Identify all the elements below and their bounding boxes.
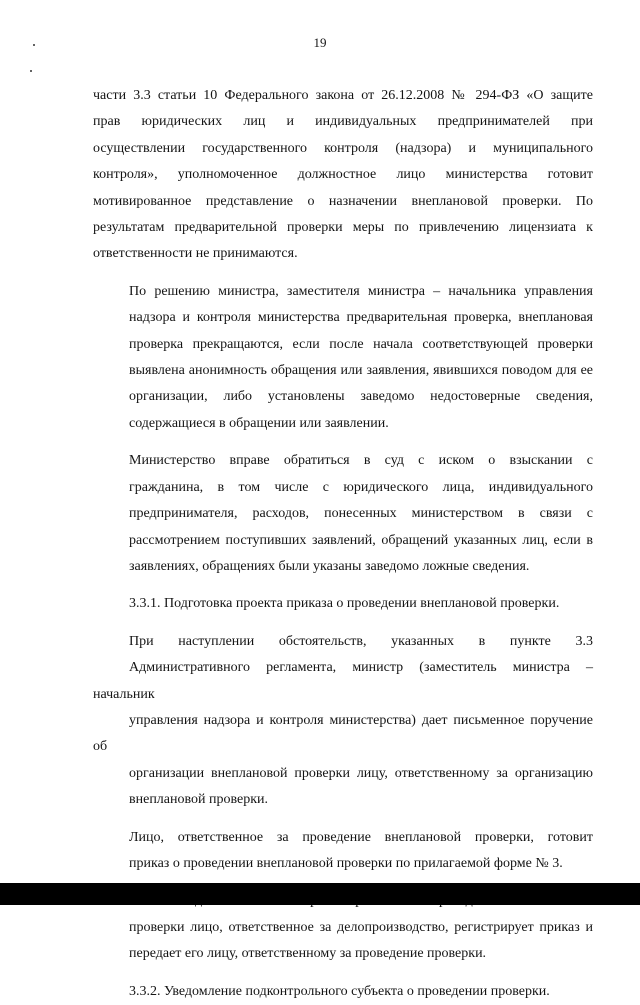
- text-line: рассмотрением поступивших заявлений, обращений указанных лиц, если в: [129, 532, 593, 548]
- text-line: выявлена анонимность обращения или заявления, явившихся поводом для ее: [129, 363, 593, 379]
- page-number: 19: [313, 35, 327, 50]
- paragraph: [93, 825, 593, 878]
- text-line: надзора и контроля министерства предварительная проверка, внеплановая: [129, 310, 593, 326]
- text-line: содержащиеся в обращении или заявлении.: [129, 415, 389, 431]
- text-line: мотивированное представление о назначении внеплановой проверки. По: [93, 193, 593, 209]
- paragraph: [93, 279, 593, 437]
- text-line: проверки лицо, ответственное за делопроизводство, регистрирует приказ и: [129, 919, 593, 935]
- document-body: [93, 83, 593, 1005]
- scan-speck: [30, 70, 32, 72]
- text-line: результатам предварительной проверки меры по привлечению лицензиата к: [93, 220, 593, 236]
- text-line: проверка прекращаются, если после начала соответствующей проверки: [129, 336, 593, 352]
- text-line: гражданина, в том числе с юридического лица, индивидуального: [129, 479, 593, 495]
- text-line: 3.3.1. Подготовка проекта приказа о проведении внеплановой проверки.: [129, 596, 560, 612]
- text-line: организации внеплановой проверки лицу, ответственному за организацию: [129, 765, 593, 781]
- text-line: управления надзора и контроля министерства) дает письменное поручение об: [93, 712, 593, 755]
- section-heading: [93, 979, 593, 1005]
- scan-bottom-edge: [0, 883, 640, 905]
- text-line: предпринимателя, расходов, понесенных министерством в связи с: [129, 506, 593, 522]
- text-line: По решению министра, заместителя министра – начальника управления: [129, 283, 593, 299]
- text-line: ответственности не принимаются.: [93, 246, 298, 262]
- text-line: организации, либо установлены заведомо недостоверные сведения,: [129, 389, 593, 405]
- text-line: При наступлении обстоятельств, указанных в пункте 3.3: [129, 633, 593, 649]
- text-line: прав юридических лиц и индивидуальных предпринимателей при: [93, 114, 593, 130]
- text-line: внеплановой проверки.: [129, 792, 269, 808]
- section-heading: [93, 591, 593, 617]
- paragraph: [93, 83, 593, 268]
- text-line: 3.3.2. Уведомление подконтрольного субъекта о проведении проверки.: [129, 983, 550, 999]
- text-line: Лицо, ответственное за проведение внеплановой проверки, готовит: [129, 829, 593, 845]
- text-line: заявлениях, обращениях были указаны заведомо ложные сведения.: [129, 558, 530, 574]
- text-line: приказ о проведении внеплановой проверки по прилагаемой форме № 3.: [129, 855, 563, 871]
- text-line: Административного регламента, министр (заместитель министра – начальник: [93, 660, 593, 702]
- text-line: контроля», уполномоченное должностное лицо министерства готовит: [93, 167, 593, 183]
- text-line: части 3.3 статьи 10 Федерального закона от 26.12.2008 № 294-ФЗ «О защите: [93, 88, 593, 103]
- text-line: осуществлении государственного контроля (надзора) и муниципального: [93, 140, 593, 156]
- paragraph: [93, 448, 593, 580]
- text-line: Министерство вправе обратиться в суд с иском о взыскании с: [129, 453, 593, 469]
- scan-speck: [33, 44, 35, 46]
- text-line: передает его лицу, ответственному за проведение проверки.: [129, 946, 487, 962]
- paragraph: [93, 629, 593, 814]
